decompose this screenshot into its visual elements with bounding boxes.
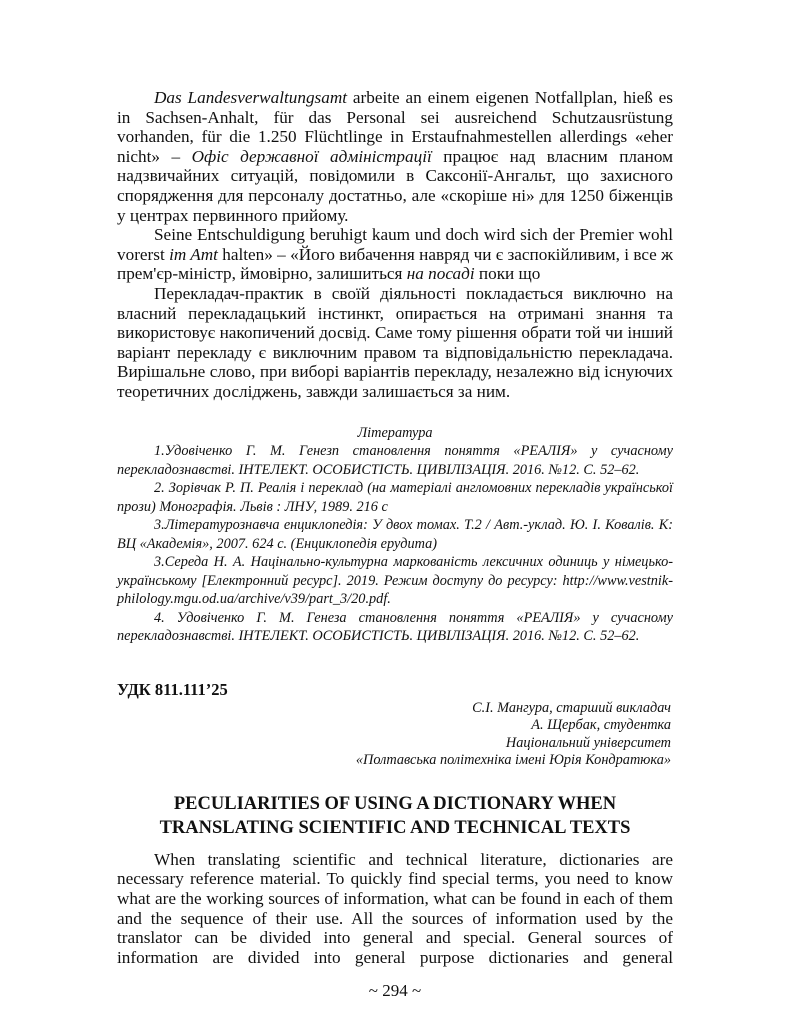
article-body xyxy=(117,850,673,968)
reference-item: 2. Зорівчак Р. П. Реалія і переклад (на матеріалі англомовних перекладів української прози) Монографія. Львів : ЛНУ, 1989. 216 с xyxy=(117,480,673,515)
reference-item: 3.Середа Н. А. Націнально-культурна маркованість лексичних одиниць у німецько-українському [Електронний ресурс]. 2019. Режим доступу до ресурсу: http://www.vestnik-philology.mgu.od.ua/archive/v39/part_3/20.pdf. xyxy=(117,554,673,607)
references xyxy=(117,424,673,646)
text: працює над власним планом надзвичайних ситуацій, повідомили в Саксонії-Ангальт, що захисного спорядження для персоналу достатньо, але «скоріше ні» для 1250 біженців у центрах первинного прийому. xyxy=(117,146,673,225)
affiliation-line: Національний університет xyxy=(505,734,671,751)
authors xyxy=(117,700,671,770)
reference-item: 3.Літературознавча енциклопедія: У двох томах. Т.2 / Авт.-уклад. Ю. І. Ковалів. К: ВЦ «Академія», 2007. 624 с. (Енциклопедія ерудита) xyxy=(117,517,673,552)
text: halten» – «Його вибачення навряд чи є заспокійливим, і все ж прем'єр-міністр, ймовірно, залишиться xyxy=(117,244,674,284)
affiliation-line: «Полтавська політехніка імені Юрія Кондратюка» xyxy=(355,752,671,769)
reference-item: 1.Удовіченко Г. М. Генезп становлення поняття «РЕАЛІЯ» у сучасному перекладознавстві. ІНТЕЛЕКТ. ОСОБИСТІСТЬ. ЦИВІЛІЗАЦІЯ. 2016. №12. С. 52–62. xyxy=(117,443,673,478)
author-line: А. Щербак, студентка xyxy=(531,717,671,734)
italic-term: Das Landesverwaltungsamt xyxy=(154,88,348,107)
italic-term: im Amt xyxy=(169,244,218,264)
references-heading: Література xyxy=(357,424,433,441)
text: arbeite an einem eigenen Notfallplan, hieß es in Sachsen-Anhalt, für das Personal sei ausreichend Schutzausrüstung vorhanden, für die 1.250 Flüchtlinge in Erstaufnahmestellen allerdings «eher nicht» – xyxy=(117,88,673,166)
page-number: ~ 294 ~ xyxy=(368,981,422,1001)
italic-term: на посаді xyxy=(406,264,475,284)
paragraph-1 xyxy=(117,88,673,225)
paragraph-2 xyxy=(117,225,673,284)
text: Seine Entschuldigung beruhigt kaum und doch wird sich der Premier wohl vorerst xyxy=(117,225,673,264)
title-line: TRANSLATING SCIENTIFIC AND TECHNICAL TEXTS xyxy=(159,817,631,838)
section-body xyxy=(117,88,673,402)
udk-code: УДК 811.111’25 xyxy=(117,679,228,699)
author-line: С.І. Мангура, старший викладач xyxy=(472,699,671,716)
paragraph-3: Перекладач-практик в своїй діяльності покладається виключно на власний перекладацький інстинкт, опирається на отримані знання та використовує накопичений досвід. Саме тому рішення обрати той чи інший варіант перекладу є виключним правом та відповідальністю перекладача. Вирішальне слово, при виборі варіантів перекладу, незалежно від існуючих теоретичних досліджень, завжди залишається за ним. xyxy=(117,283,673,401)
title-line: PECULIARITIES OF USING A DICTIONARY WHEN xyxy=(173,793,617,814)
article-title xyxy=(100,792,690,840)
paragraph: When translating scientific and technical literature, dictionaries are necessary reference material. To quickly find special terms, you need to know what are the working sources of information, what can be found in each of them and the sequence of their use. All the sources of information used by the translator can be divided into general and special. General sources of information are divided into general purpose dictionaries and general xyxy=(117,849,673,967)
text: поки що xyxy=(474,264,541,284)
italic-term: Офіс державної адміністрації xyxy=(191,146,432,166)
reference-item: 4. Удовіченко Г. М. Генеза становлення поняття «РЕАЛІЯ» у сучасному перекладознавстві. ІНТЕЛЕКТ. ОСОБИСТІСТЬ. ЦИВІЛІЗАЦІЯ. 2016. №12. С. 52–62. xyxy=(117,609,673,644)
